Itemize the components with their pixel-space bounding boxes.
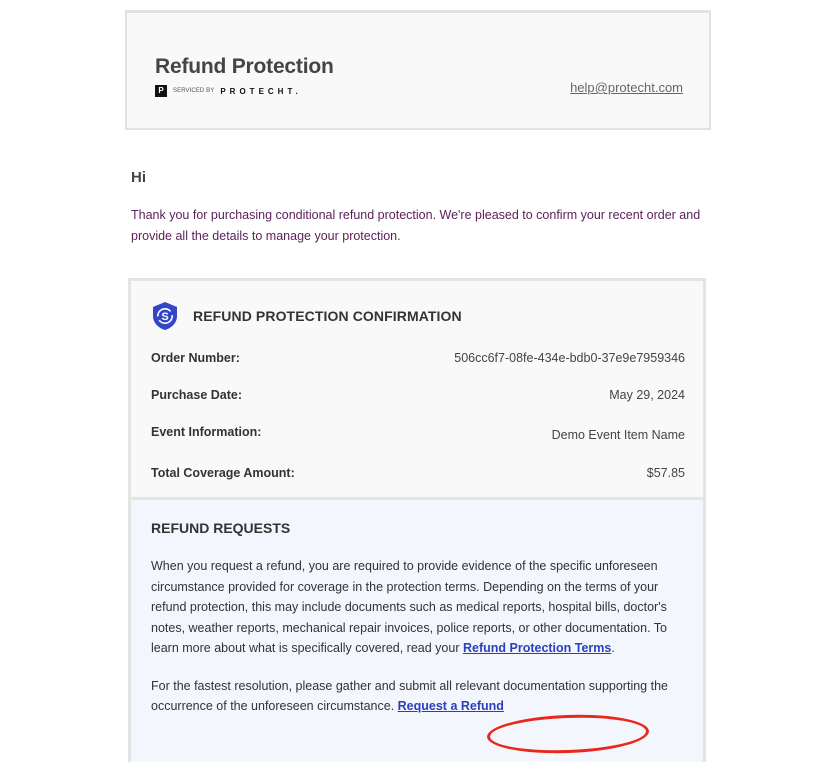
detail-row-total-coverage — [151, 466, 685, 480]
refund-requests-paragraph — [151, 556, 691, 659]
detail-row-event-information — [151, 425, 685, 442]
help-email-link[interactable]: help@protecht.com — [570, 80, 683, 95]
fastest-resolution-paragraph — [151, 676, 691, 717]
confirmation-title: REFUND PROTECTION CONFIRMATION — [193, 308, 462, 324]
refund-protection-terms-link[interactable]: Refund Protection Terms — [462, 641, 612, 655]
refund-requests-section — [131, 500, 703, 762]
detail-label: Purchase Date: — [151, 388, 243, 402]
detail-label: Event Information: — [151, 425, 262, 439]
refund-requests-text: When you request a refund, you are required to provide evidence of the specific unforeseen circumstance provided for coverage in the protection terms. Depending on the terms of your refund protection, this may include documents such as medical reports, hospital bills, doctor's notes, weather reports, mechanical repair invoices, police reports, or other documentation. To learn more about what is specifically covered, read your — [151, 559, 668, 655]
svg-text:S: S — [161, 311, 169, 323]
confirmation-details — [131, 281, 703, 500]
order-number-value: 506cc6f7-08fe-434e-bdb0-37e9e7959346 — [454, 351, 685, 365]
refund-requests-title: REFUND REQUESTS — [151, 520, 291, 536]
period: . — [611, 641, 615, 655]
confirmation-header — [151, 301, 462, 331]
header-title: Refund Protection — [155, 55, 334, 78]
event-information-value: Demo Event Item Name — [551, 428, 685, 442]
detail-label: Order Number: — [151, 351, 240, 365]
total-coverage-value: $57.85 — [646, 466, 685, 480]
purchase-date-value: May 29, 2024 — [609, 388, 685, 402]
protecht-logo-icon: P — [155, 85, 167, 97]
detail-label: Total Coverage Amount: — [151, 466, 295, 480]
request-refund-link[interactable]: Request a Refund — [397, 699, 504, 713]
detail-row-order-number — [151, 351, 685, 365]
intro-text: Thank you for purchasing conditional refund protection. We're pleased to confirm your recent order and provide all the details to manage your protection. — [131, 208, 701, 243]
greeting: Hi — [131, 169, 146, 186]
fastest-resolution-text: For the fastest resolution, please gather and submit all relevant documentation supporting the occurrence of the unforeseen circumstance. — [151, 678, 668, 713]
confirmation-card — [128, 278, 706, 762]
serviced-by-row — [155, 85, 302, 97]
email-header — [125, 10, 711, 130]
shield-dollar-icon — [151, 301, 179, 331]
serviced-by-label: SERVICED BY — [173, 88, 215, 94]
detail-row-purchase-date — [151, 388, 685, 402]
protecht-brand: PROTECHT. — [220, 86, 302, 96]
